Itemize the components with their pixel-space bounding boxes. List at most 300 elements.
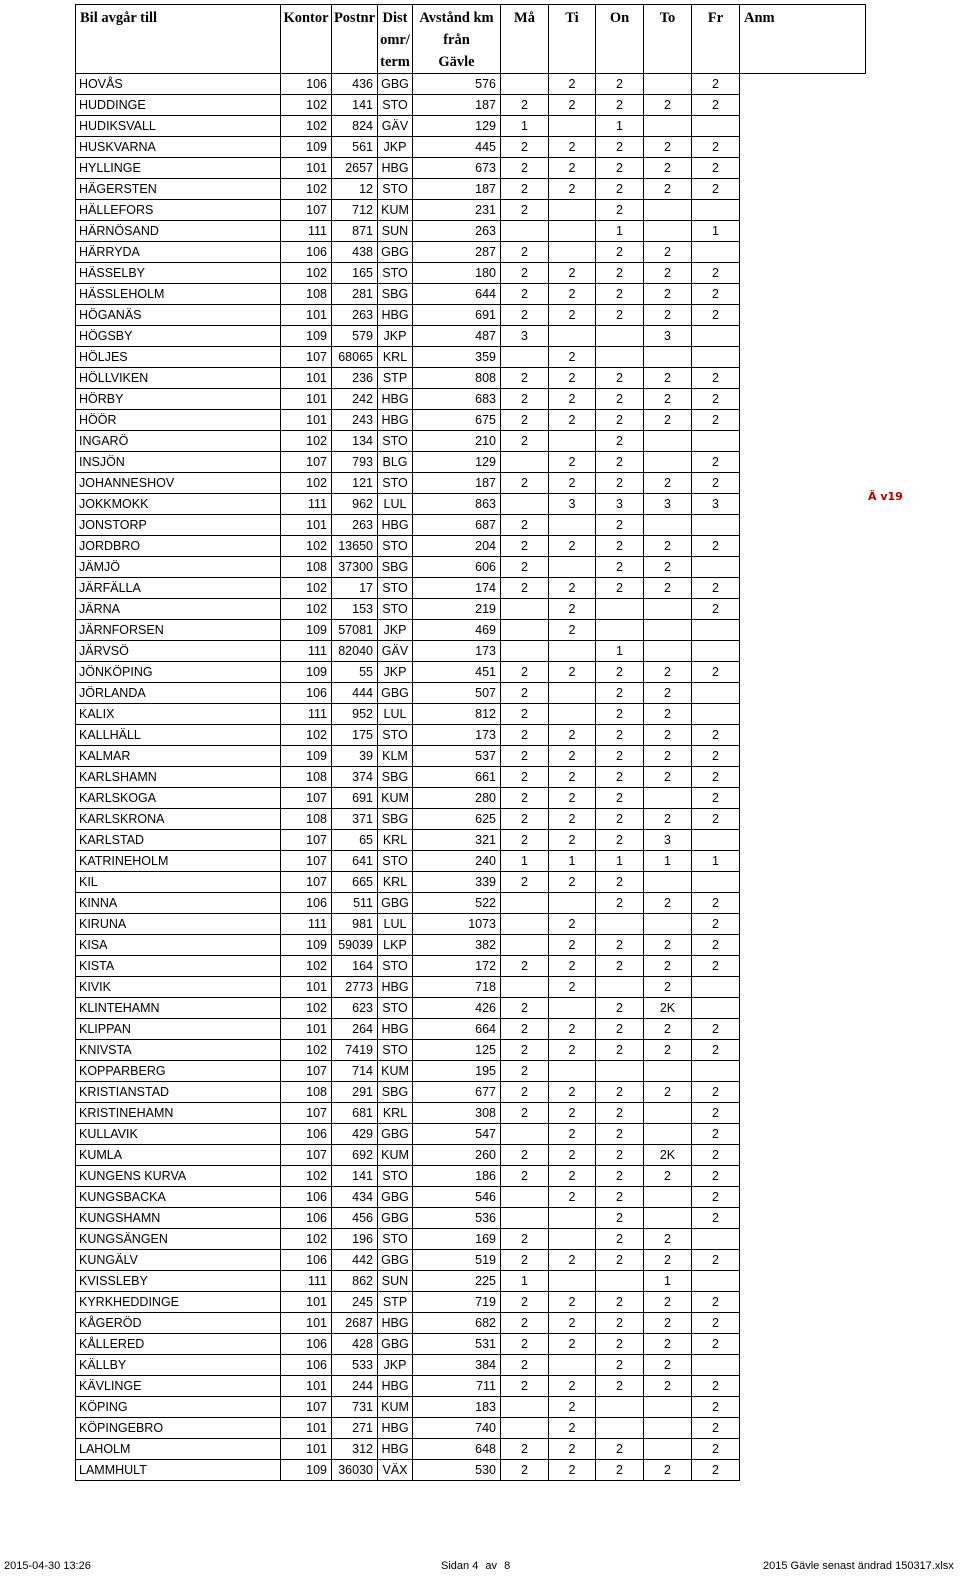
table-cell: 2	[644, 242, 692, 263]
table-cell: 101	[281, 1292, 332, 1313]
table-cell: 2	[501, 515, 549, 536]
footer-date: 2015-04-30 13:26	[4, 1560, 91, 1572]
table-cell: 808	[413, 368, 501, 389]
table-cell: 1	[501, 116, 549, 137]
table-cell: STP	[378, 1292, 413, 1313]
table-cell: 2	[692, 452, 740, 473]
table-cell: 2	[501, 830, 549, 851]
column-header-line: Avstånd km	[419, 10, 494, 26]
table-cell: 102	[281, 116, 332, 137]
table-row	[76, 473, 866, 494]
table-cell	[596, 1061, 644, 1082]
row-note: Ä v19	[868, 490, 903, 503]
table-cell: 108	[281, 284, 332, 305]
table-cell: STO	[378, 536, 413, 557]
table-cell: 102	[281, 578, 332, 599]
table-cell: 2	[644, 368, 692, 389]
table-cell: 2	[549, 1124, 596, 1145]
table-cell: 2	[501, 1145, 549, 1166]
anm-cell	[740, 368, 866, 389]
table-cell: 2	[692, 1208, 740, 1229]
table-cell: 2	[596, 452, 644, 473]
table-cell: 533	[332, 1355, 378, 1376]
table-cell: KALMAR	[76, 746, 281, 767]
table-cell	[596, 326, 644, 347]
table-cell: 2	[692, 410, 740, 431]
table-cell	[549, 641, 596, 662]
table-cell	[549, 116, 596, 137]
table-row	[76, 620, 866, 641]
table-cell: 321	[413, 830, 501, 851]
table-row	[76, 1019, 866, 1040]
table-cell: 2	[501, 389, 549, 410]
table-row	[76, 1166, 866, 1187]
table-cell: 107	[281, 788, 332, 809]
table-row	[76, 158, 866, 179]
table-cell: 2	[501, 200, 549, 221]
table-cell: STO	[378, 956, 413, 977]
table-cell: LUL	[378, 914, 413, 935]
table-cell: 2	[549, 1103, 596, 1124]
table-cell: 281	[332, 284, 378, 305]
table-cell: HBG	[378, 515, 413, 536]
table-cell: 2	[549, 746, 596, 767]
table-cell: 121	[332, 473, 378, 494]
table-cell: 106	[281, 1355, 332, 1376]
table-cell: HÖGSBY	[76, 326, 281, 347]
table-cell: HÖLJES	[76, 347, 281, 368]
table-cell: 2	[501, 725, 549, 746]
table-cell: 102	[281, 956, 332, 977]
table-cell: 153	[332, 599, 378, 620]
table-cell: 2	[501, 1313, 549, 1334]
anm-cell	[740, 389, 866, 410]
table-cell	[501, 74, 549, 95]
table-cell	[501, 1208, 549, 1229]
table-cell	[692, 977, 740, 998]
table-cell: 2	[692, 788, 740, 809]
table-cell	[596, 620, 644, 641]
table-cell: 111	[281, 1271, 332, 1292]
table-cell: 2	[501, 179, 549, 200]
table-cell: 2	[692, 1250, 740, 1271]
table-cell	[692, 515, 740, 536]
table-cell: 2	[596, 137, 644, 158]
table-cell: HUSKVARNA	[76, 137, 281, 158]
table-cell: 2	[549, 263, 596, 284]
table-cell: 180	[413, 263, 501, 284]
table-row	[76, 662, 866, 683]
table-cell	[501, 935, 549, 956]
anm-cell	[740, 683, 866, 704]
table-cell	[501, 893, 549, 914]
table-cell: 2	[644, 179, 692, 200]
table-cell: SBG	[378, 767, 413, 788]
table-cell: 2	[644, 809, 692, 830]
table-cell: 173	[413, 641, 501, 662]
anm-cell	[740, 116, 866, 137]
table-cell: 1	[596, 851, 644, 872]
table-cell	[501, 347, 549, 368]
table-cell: 109	[281, 137, 332, 158]
table-cell: 39	[332, 746, 378, 767]
table-cell: HBG	[378, 305, 413, 326]
table-cell: 231	[413, 200, 501, 221]
table-cell	[644, 431, 692, 452]
table-cell: HYLLINGE	[76, 158, 281, 179]
table-cell: 531	[413, 1334, 501, 1355]
table-cell: 2	[549, 809, 596, 830]
table-cell: 2	[596, 1439, 644, 1460]
column-header-line: Ti	[565, 10, 579, 26]
column-header	[549, 5, 596, 74]
table-cell	[692, 1355, 740, 1376]
table-cell: 824	[332, 116, 378, 137]
table-cell: 1	[692, 851, 740, 872]
table-cell: KUM	[378, 1397, 413, 1418]
table-cell: 2	[549, 914, 596, 935]
table-cell: KIL	[76, 872, 281, 893]
anm-cell	[740, 1292, 866, 1313]
table-cell: 1	[644, 1271, 692, 1292]
table-cell: STO	[378, 473, 413, 494]
table-cell: JKP	[378, 1355, 413, 1376]
table-row	[76, 74, 866, 95]
table-cell: HBG	[378, 1019, 413, 1040]
table-cell	[644, 347, 692, 368]
table-cell: 108	[281, 767, 332, 788]
table-cell	[501, 221, 549, 242]
anm-cell	[740, 431, 866, 452]
table-cell	[549, 326, 596, 347]
table-cell: 359	[413, 347, 501, 368]
table-cell: 2	[549, 347, 596, 368]
table-cell	[692, 116, 740, 137]
table-row	[76, 116, 866, 137]
table-cell	[549, 1208, 596, 1229]
table-cell: 519	[413, 1250, 501, 1271]
table-cell: 2	[644, 263, 692, 284]
table-cell: 2	[501, 1439, 549, 1460]
table-row	[76, 977, 866, 998]
table-cell	[692, 872, 740, 893]
table-cell: 522	[413, 893, 501, 914]
table-cell: 664	[413, 1019, 501, 1040]
table-cell: SUN	[378, 221, 413, 242]
table-cell: 68065	[332, 347, 378, 368]
table-cell: 111	[281, 704, 332, 725]
table-cell: 101	[281, 977, 332, 998]
table-cell: 2	[501, 557, 549, 578]
table-cell: 469	[413, 620, 501, 641]
table-cell: KIRUNA	[76, 914, 281, 935]
table-cell: 134	[332, 431, 378, 452]
table-cell: 3	[501, 326, 549, 347]
table-cell: 2	[692, 158, 740, 179]
anm-cell	[740, 956, 866, 977]
table-cell	[596, 1397, 644, 1418]
table-cell: 681	[332, 1103, 378, 1124]
table-cell: HÖLLVIKEN	[76, 368, 281, 389]
anm-cell	[740, 305, 866, 326]
table-cell: 863	[413, 494, 501, 515]
table-cell: 2	[692, 473, 740, 494]
table-cell: 2	[549, 977, 596, 998]
table-cell: 2	[596, 284, 644, 305]
table-cell	[501, 599, 549, 620]
table-cell: 576	[413, 74, 501, 95]
table-cell: 2	[596, 935, 644, 956]
table-cell: JÄRFÄLLA	[76, 578, 281, 599]
table-cell	[501, 1187, 549, 1208]
table-row	[76, 1292, 866, 1313]
table-cell: 240	[413, 851, 501, 872]
table-cell	[644, 1397, 692, 1418]
table-cell: 2	[596, 410, 644, 431]
table-cell: 2	[692, 1313, 740, 1334]
table-cell: 2	[596, 74, 644, 95]
table-cell: 2	[596, 704, 644, 725]
column-header-line: term	[380, 54, 410, 70]
table-cell: 2	[644, 95, 692, 116]
table-row	[76, 494, 866, 515]
table-cell: 195	[413, 1061, 501, 1082]
table-cell: KRL	[378, 872, 413, 893]
table-cell	[549, 998, 596, 1019]
table-cell: 2	[692, 389, 740, 410]
table-row	[76, 788, 866, 809]
table-cell: KALIX	[76, 704, 281, 725]
table-cell: 107	[281, 872, 332, 893]
table-cell: JÖRLANDA	[76, 683, 281, 704]
table-cell: 111	[281, 641, 332, 662]
table-cell: 2	[549, 935, 596, 956]
table-cell: KLM	[378, 746, 413, 767]
table-cell: GBG	[378, 1124, 413, 1145]
table-cell: 675	[413, 410, 501, 431]
table-cell: GBG	[378, 683, 413, 704]
table-cell: 2	[644, 1460, 692, 1481]
anm-cell	[740, 809, 866, 830]
column-header	[332, 5, 378, 74]
table-cell: 186	[413, 1166, 501, 1187]
table-cell: 2	[596, 893, 644, 914]
table-cell: 2	[501, 683, 549, 704]
table-cell: 2	[692, 662, 740, 683]
table-row	[76, 1103, 866, 1124]
anm-cell	[740, 1103, 866, 1124]
table-row	[76, 1397, 866, 1418]
table-cell: 692	[332, 1145, 378, 1166]
table-cell: 165	[332, 263, 378, 284]
anm-cell	[740, 788, 866, 809]
table-row	[76, 872, 866, 893]
table-cell: 2	[644, 1292, 692, 1313]
table-cell	[644, 74, 692, 95]
table-cell: 2	[549, 662, 596, 683]
table-cell	[501, 1124, 549, 1145]
table-cell: 2	[596, 662, 644, 683]
anm-cell	[740, 494, 866, 515]
table-cell	[692, 200, 740, 221]
table-cell	[549, 431, 596, 452]
table-cell: 271	[332, 1418, 378, 1439]
table-row	[76, 1229, 866, 1250]
table-cell: 2	[501, 998, 549, 1019]
table-cell	[692, 641, 740, 662]
table-cell: 623	[332, 998, 378, 1019]
table-cell: HÄRNÖSAND	[76, 221, 281, 242]
table-cell: 2	[596, 683, 644, 704]
anm-cell	[740, 179, 866, 200]
table-cell: 2	[501, 137, 549, 158]
column-header	[378, 5, 413, 74]
table-row	[76, 746, 866, 767]
table-cell: STO	[378, 431, 413, 452]
table-cell: SUN	[378, 1271, 413, 1292]
table-cell: 2	[501, 473, 549, 494]
column-header	[281, 5, 332, 74]
table-cell: 1	[549, 851, 596, 872]
table-cell: 101	[281, 1376, 332, 1397]
table-cell: KRISTIANSTAD	[76, 1082, 281, 1103]
table-cell: 2	[692, 1334, 740, 1355]
table-cell: 2	[549, 956, 596, 977]
table-cell: 2	[501, 704, 549, 725]
table-cell: 1	[644, 851, 692, 872]
table-cell: 487	[413, 326, 501, 347]
table-cell: 2	[644, 536, 692, 557]
table-cell: KLINTEHAMN	[76, 998, 281, 1019]
table-cell: 2	[596, 242, 644, 263]
table-cell: 2	[549, 1166, 596, 1187]
table-row	[76, 137, 866, 158]
table-cell	[549, 683, 596, 704]
table-cell: 2	[501, 1166, 549, 1187]
table-cell: 2	[549, 1334, 596, 1355]
table-cell	[644, 1208, 692, 1229]
table-cell: 2	[501, 1292, 549, 1313]
column-header-line: Dist	[382, 10, 408, 26]
table-cell: 107	[281, 830, 332, 851]
table-cell: GBG	[378, 74, 413, 95]
table-cell: 2	[596, 767, 644, 788]
anm-cell	[740, 851, 866, 872]
table-cell: 2	[644, 683, 692, 704]
table-row	[76, 1460, 866, 1481]
table-cell: JÄRVSÖ	[76, 641, 281, 662]
table-cell: KARLSKOGA	[76, 788, 281, 809]
table-cell: KUM	[378, 1145, 413, 1166]
table-cell: 2	[644, 746, 692, 767]
table-cell: 436	[332, 74, 378, 95]
table-cell: GBG	[378, 1334, 413, 1355]
table-row	[76, 767, 866, 788]
table-cell: HÄLLEFORS	[76, 200, 281, 221]
table-cell: 2	[549, 473, 596, 494]
table-cell: 107	[281, 452, 332, 473]
table-cell: 2	[549, 578, 596, 599]
anm-cell	[740, 1355, 866, 1376]
table-cell: 210	[413, 431, 501, 452]
column-header	[740, 5, 866, 74]
table-cell: HÄRRYDA	[76, 242, 281, 263]
table-cell: KYRKHEDDINGE	[76, 1292, 281, 1313]
table-cell: 2	[549, 788, 596, 809]
table-cell: 101	[281, 389, 332, 410]
table-cell: 106	[281, 1334, 332, 1355]
table-cell: 102	[281, 536, 332, 557]
table-cell: 2	[549, 1082, 596, 1103]
table-cell	[692, 1271, 740, 1292]
table-cell: 1	[692, 221, 740, 242]
table-cell: LAHOLM	[76, 1439, 281, 1460]
table-cell: 2	[644, 284, 692, 305]
table-row	[76, 431, 866, 452]
table-cell: 2	[596, 1208, 644, 1229]
table-cell: 57081	[332, 620, 378, 641]
table-cell: 451	[413, 662, 501, 683]
table-cell: 2	[549, 1250, 596, 1271]
table-cell: 2	[644, 389, 692, 410]
table-cell: 2	[692, 263, 740, 284]
table-cell: 2	[501, 767, 549, 788]
table-cell: 2	[501, 1082, 549, 1103]
table-cell: 109	[281, 620, 332, 641]
table-cell: KISTA	[76, 956, 281, 977]
table-cell: KUMLA	[76, 1145, 281, 1166]
table-cell: JOHANNESHOV	[76, 473, 281, 494]
table-cell: 2	[501, 1061, 549, 1082]
table-cell	[644, 1103, 692, 1124]
table-row	[76, 1355, 866, 1376]
table-cell: 55	[332, 662, 378, 683]
table-cell	[549, 221, 596, 242]
table-cell: 691	[413, 305, 501, 326]
table-cell: 3	[644, 326, 692, 347]
table-row	[76, 536, 866, 557]
table-cell: 102	[281, 263, 332, 284]
table-cell: 2	[549, 179, 596, 200]
table-cell: 183	[413, 1397, 501, 1418]
anm-cell	[740, 830, 866, 851]
table-cell: 169	[413, 1229, 501, 1250]
column-header-line: Postnr	[333, 10, 376, 26]
table-cell: 174	[413, 578, 501, 599]
table-cell: 263	[413, 221, 501, 242]
table-cell: 2	[692, 578, 740, 599]
anm-cell	[740, 95, 866, 116]
table-cell	[596, 599, 644, 620]
table-cell: 106	[281, 1124, 332, 1145]
anm-cell	[740, 1040, 866, 1061]
table-cell: 2	[596, 1376, 644, 1397]
table-row	[76, 368, 866, 389]
footer-file: 2015 Gävle senast ändrad 150317.xlsx	[763, 1560, 954, 1572]
table-cell	[596, 1418, 644, 1439]
table-cell	[692, 347, 740, 368]
table-cell: 530	[413, 1460, 501, 1481]
table-cell: 2	[692, 1124, 740, 1145]
table-cell: KÖPINGEBRO	[76, 1418, 281, 1439]
table-cell: 106	[281, 1250, 332, 1271]
table-cell: 546	[413, 1187, 501, 1208]
column-header-line: från	[443, 32, 470, 48]
table-cell: 2	[692, 1103, 740, 1124]
table-cell: STO	[378, 578, 413, 599]
table-cell: 106	[281, 1187, 332, 1208]
table-cell: 101	[281, 158, 332, 179]
